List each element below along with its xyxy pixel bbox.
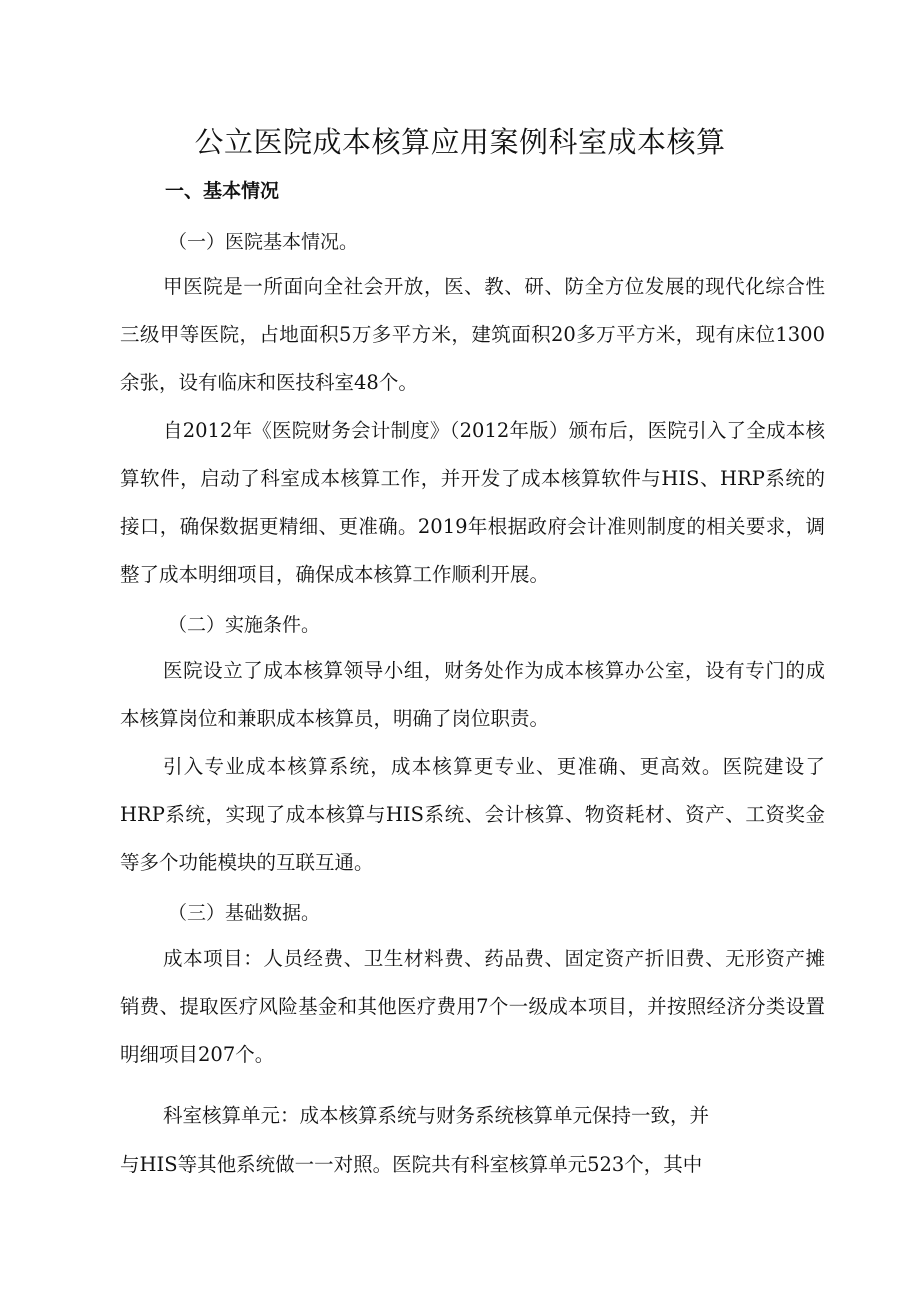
paragraph-leadership-group: 医院设立了成本核算领导小组，财务处作为成本核算办公室，设有专门的成本核算岗位和兼职成本核算员，明确了岗位职责。 bbox=[120, 659, 825, 730]
section-heading-basic-info: 一、基本情况 bbox=[165, 180, 280, 202]
paragraph-hrp-system: 引入专业成本核算系统，成本核算更专业、更准确、更高效。医院建设了HRP系统，实现了成本核算与HIS系统、会计核算、物资耗材、资产、工资奖金等多个功能模块的互联互通。 bbox=[120, 755, 825, 874]
paragraph-accounting-units-line2: 与HIS等其他系统做一一对照。医院共有科室核算单元523个，其中 bbox=[120, 1153, 703, 1176]
document-title: 公立医院成本核算应用案例科室成本核算 bbox=[194, 125, 726, 159]
paragraph-accounting-units-line1: 科室核算单元：成本核算系统与财务系统核算单元保持一致，并 bbox=[163, 1104, 710, 1127]
paragraph-hospital-overview: 甲医院是一所面向全社会开放，医、教、研、防全方位发展的现代化综合性三级甲等医院，占地面积5万多平方米，建筑面积20多万平方米，现有床位1300余张，设有临床和医技科室48个。 bbox=[120, 275, 825, 394]
paragraph-cost-software: 自2012年《医院财务会计制度》（2012年版）颁布后，医院引入了全成本核算软件，启动了科室成本核算工作，并开发了成本核算软件与HIS、HRP系统的接口，确保数据更精细、更准确。2019年根据政府会计准则制度的相关要求，调整了成本明细项目，确保成本核算工作顺利开展。 bbox=[120, 419, 825, 586]
paragraph-cost-items: 成本项目：人员经费、卫生材料费、药品费、固定资产折旧费、无形资产摊销费、提取医疗风险基金和其他医疗费用7个一级成本项目，并按照经济分类设置明细项目207个。 bbox=[120, 947, 825, 1066]
subheading-hospital-info: （一）医院基本情况。 bbox=[168, 231, 359, 253]
subheading-implementation: （二）实施条件。 bbox=[168, 614, 321, 636]
subheading-basic-data: （三）基础数据。 bbox=[168, 902, 321, 924]
